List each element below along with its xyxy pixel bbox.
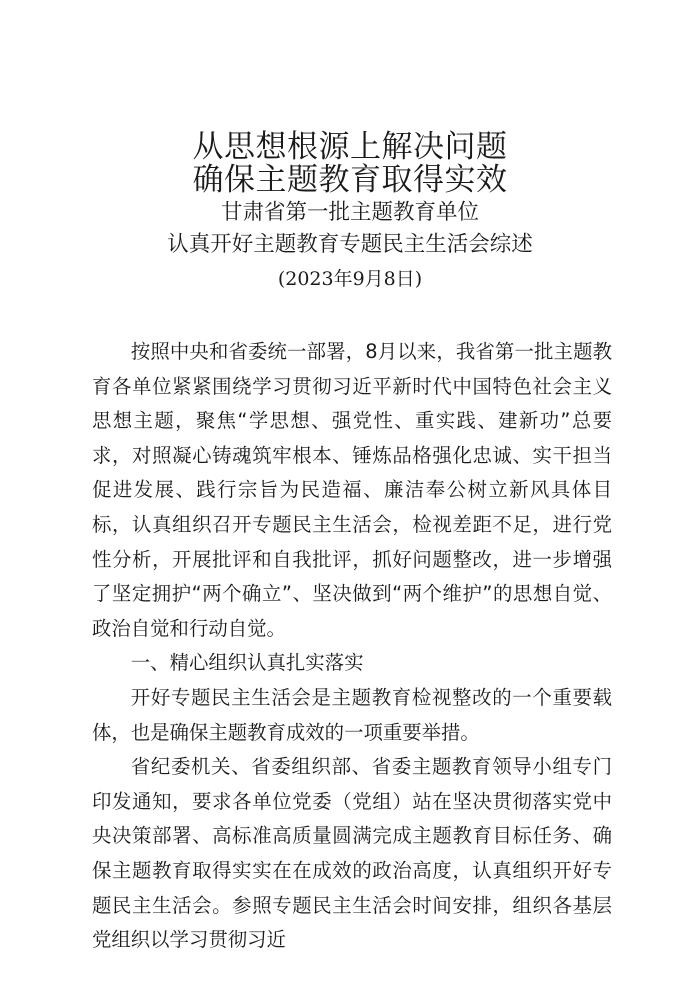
document-title-line-1: 从思想根源上解决问题 [192, 129, 508, 165]
document-body [92, 335, 612, 958]
paragraph-intro: 按照中央和省委统一部署，8月以来，我省第一批主题教育各单位紧紧围绕学习贯彻习近平新时代中国特色社会主义思想主题，聚焦“学思想、强党性、重实践、建新功”总要求，对照凝心铸魂筑牢根本、锤炼品格强化忠诚、实干担当促进发展、践行宗旨为民造福、廉洁奉公树立新风具体目标，认真组织召开专题民主生活会，检视差距不足，进行党性分析，开展批评和自我批评，抓好问题整改，进一步增强了坚定拥护“两个确立”、坚决做到“两个维护”的思想自觉、政治自觉和行动自觉。 [92, 340, 612, 640]
document-date: (2023年9月8日) [277, 268, 423, 290]
document-subtitle-line-2: 认真开好主题教育专题民主生活会综述 [167, 232, 533, 257]
document-subtitle-line-1: 甘肃省第一批主题教育单位 [220, 200, 479, 225]
paragraph-2: 开好专题民主生活会是主题教育检视整改的一个重要载体，也是确保主题教育成效的一项重要举措。 [92, 685, 612, 744]
section-heading-1: 一、精心组织认真扎实落实 [130, 651, 364, 675]
paragraph-3: 省纪委机关、省委组织部、省委主题教育领导小组专门印发通知，要求各单位党委（党组）站在坚决贯彻落实党中央决策部署、高标准高质量圆满完成主题教育目标任务、确保主题教育取得实实在在成效的政治高度，认真组织开好专题民主生活会。参照专题民主生活会时间安排，组织各基层党组织以学习贯彻习近 [92, 755, 612, 952]
document-title-line-2: 确保主题教育取得实效 [192, 162, 508, 198]
